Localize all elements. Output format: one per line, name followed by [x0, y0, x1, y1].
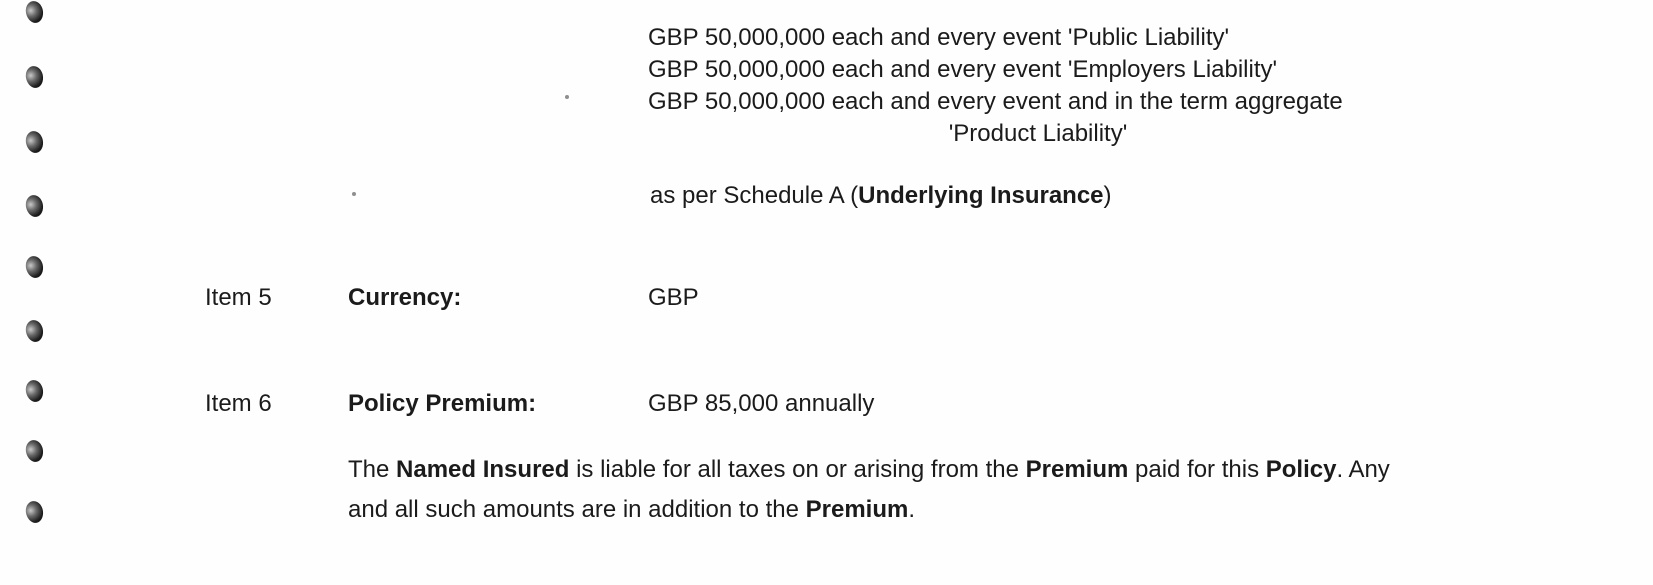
scan-speck [352, 192, 356, 196]
binding-hole [24, 0, 45, 25]
tax-note-text: paid for this [1128, 456, 1266, 483]
tax-note-text: . [908, 496, 916, 523]
limit-line-product-liability: 'Product Liability' [948, 120, 1128, 147]
limit-line-employers-liability: GBP 50,000,000 each and every event 'Employers Liability' [648, 56, 1278, 83]
item-label: Policy Premium: [348, 390, 537, 417]
binding-hole [24, 318, 45, 343]
limit-line-public-liability: GBP 50,000,000 each and every event 'Public Liability' [648, 24, 1230, 51]
binding-hole [24, 438, 45, 463]
schedule-reference-pre: as per Schedule A ( [650, 182, 859, 209]
item-row-currency [0, 282, 1653, 314]
limit-line-aggregate: GBP 50,000,000 each and every event and in the term aggregate [648, 88, 1343, 115]
binding-hole [24, 254, 45, 279]
binding-hole [24, 193, 45, 218]
tax-note-text: The [348, 456, 397, 483]
tax-note-text: . Any and all such amounts are in addition to the [348, 456, 1390, 523]
item-value: GBP 85,000 annually [648, 390, 875, 417]
scan-speck [565, 95, 569, 99]
binding-hole [24, 64, 45, 89]
schedule-reference-post: ) [1103, 182, 1112, 209]
named-insured-term: Named Insured [396, 456, 570, 483]
policy-term: Policy [1265, 456, 1337, 483]
binding-hole [24, 129, 45, 154]
tax-liability-paragraph [348, 450, 1418, 530]
item-number: Item 5 [205, 284, 272, 311]
premium-term: Premium [1025, 456, 1129, 483]
premium-term: Premium [805, 496, 909, 523]
item-label: Currency: [348, 284, 462, 311]
item-row-policy-premium [0, 388, 1653, 420]
binding-hole [24, 499, 45, 524]
item-number: Item 6 [205, 390, 272, 417]
tax-note-text: is liable for all taxes on or arising from the [569, 456, 1026, 483]
schedule-reference [650, 180, 1112, 212]
underlying-insurance-term: Underlying Insurance [858, 182, 1104, 209]
limits-of-liability-block [648, 22, 1428, 150]
item-value: GBP [648, 284, 699, 311]
